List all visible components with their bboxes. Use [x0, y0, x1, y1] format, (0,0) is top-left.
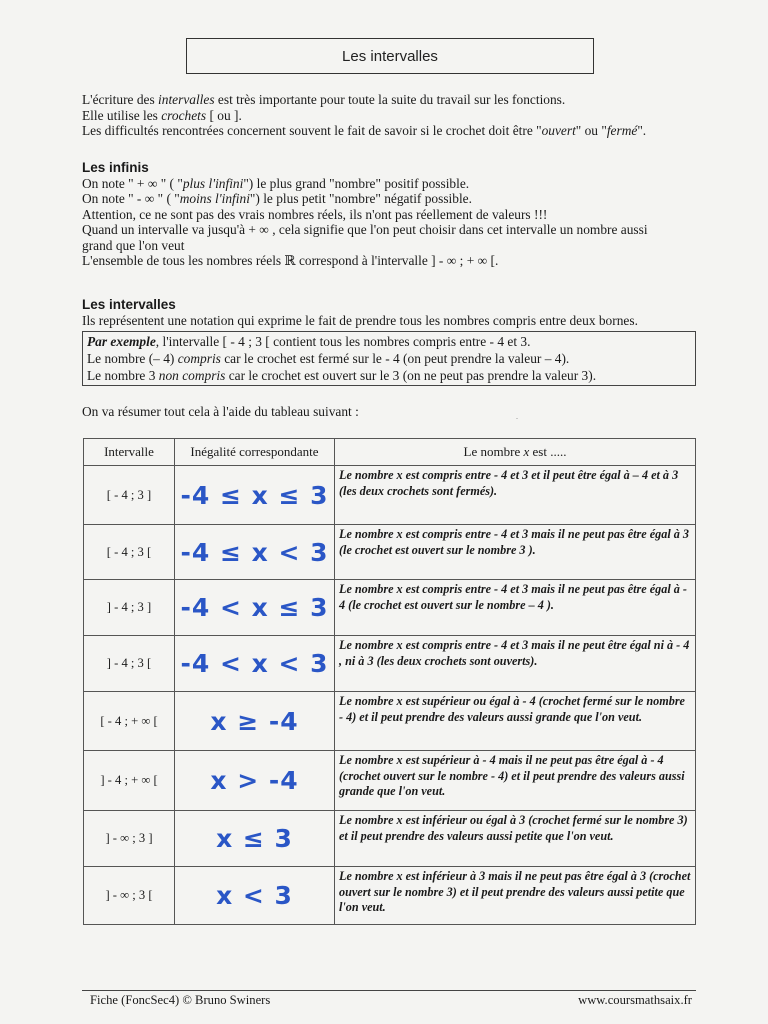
interval-cell: ] - 4 ; 3 [	[84, 636, 175, 692]
inequality-cell: x ≤ 3	[175, 811, 335, 867]
example-text: car le crochet est ouvert sur le 3 (on ne peut pas prendre la valeur 3).	[225, 368, 597, 383]
table-row	[84, 692, 696, 751]
footer-website: www.coursmathsaix.fr	[578, 993, 692, 1007]
table-row	[84, 580, 696, 636]
interval-cell: ] - 4 ; + ∞ [	[84, 751, 175, 811]
intro-line-1	[82, 92, 722, 108]
infinis-line-5: grand que l'on veut	[82, 237, 185, 253]
infinis-italic: plus l'infini	[182, 175, 244, 191]
example-text: Le nombre (– 4)	[87, 351, 178, 366]
table-row	[84, 466, 696, 525]
example-box	[82, 331, 696, 386]
inequality-cell: x < 3	[175, 867, 335, 925]
page-title-text: Les intervalles	[342, 47, 438, 65]
description-cell: Le nombre x est supérieur à - 4 mais il ne peut pas être égal à - 4 (crochet ouvert sur le nombre - 4) et il peut prendre des valeurs aussi grande que l'on veut.	[335, 751, 696, 811]
summary-intro	[82, 404, 722, 420]
page-title	[186, 38, 594, 74]
infinis-line-6: L'ensemble de tous les nombres réels ℝ correspond à l'intervalle ] - ∞ ; + ∞ [.	[82, 253, 499, 268]
intro-text: Elle utilise les	[82, 107, 162, 123]
description-cell: Le nombre x est inférieur ou égal à 3 (crochet fermé sur le nombre 3) et il peut prendre des valeurs aussi petite que l'on veut.	[335, 811, 696, 867]
intervalles-heading: Les intervalles	[82, 297, 176, 312]
infinis-text: On note " - ∞ " ( "	[82, 191, 180, 206]
inequality-cell: x ≥ -4	[175, 692, 335, 751]
infinis-heading: Les infinis	[82, 160, 149, 175]
interval-cell: [ - 4 ; + ∞ [	[84, 692, 175, 751]
inequality-cell: -4 < x < 3	[175, 636, 335, 692]
intro-text: [ ou ].	[206, 107, 242, 123]
inequality-cell: -4 ≤ x < 3	[175, 525, 335, 580]
description-cell: Le nombre x est compris entre - 4 et 3 et il peut être égal à – 4 et à 3 (les deux crochets sont fermés).	[335, 466, 696, 525]
infinis-line-2	[82, 191, 722, 207]
example-italic: non compris	[158, 368, 226, 383]
intro-text: " ou "	[575, 123, 607, 138]
scan-dot: .	[516, 412, 518, 421]
intro-line-3	[82, 123, 722, 139]
infinis-line-3: Attention, ce ne sont pas des vrais nombres réels, ils n'ont pas réellement de valeurs !!!	[82, 206, 548, 222]
table-row	[84, 636, 696, 692]
intro-italic: crochets	[161, 107, 207, 123]
example-text: , l'intervalle [ - 4 ; 3 [ contient tous les nombres compris entre - 4 et 3.	[155, 334, 531, 349]
table-row	[84, 751, 696, 811]
description-cell: Le nombre x est inférieur à 3 mais il ne peut pas être égal à 3 (crochet ouvert sur le nombre 3) et il peut prendre des valeurs aussi petite que l'on veut.	[335, 867, 696, 925]
header-text: est .....	[529, 444, 567, 459]
header-description	[335, 439, 696, 466]
intro-paragraph	[82, 92, 722, 139]
intro-line-2	[82, 108, 722, 124]
inequality-cell: -4 < x ≤ 3	[175, 580, 335, 636]
intro-text: est très importante pour toute la suite du travail sur les fonctions.	[214, 92, 566, 107]
description-cell: Le nombre x est supérieur ou égal à - 4 (crochet fermé sur le nombre - 4) et il peut prendre des valeurs aussi grande que l'on veut.	[335, 692, 696, 751]
example-line-1	[87, 333, 691, 350]
summary-intro-text: On va résumer tout cela à l'aide du tableau suivant :	[82, 404, 359, 419]
table-row	[84, 867, 696, 925]
infinis-section	[82, 160, 722, 269]
intro-italic: fermé	[606, 123, 638, 138]
intro-text: L'écriture des	[82, 92, 159, 107]
example-text: car le crochet est fermé sur le - 4 (on peut prendre la valeur – 4).	[220, 351, 570, 366]
example-text: Le nombre 3	[87, 368, 159, 383]
intro-text: ".	[637, 123, 647, 138]
intervalles-line-1: Ils représentent une notation qui exprime le fait de prendre tous les nombres compris entre deux bornes.	[82, 312, 638, 328]
intro-italic: intervalles	[158, 92, 215, 107]
header-text: Le nombre	[463, 444, 524, 459]
footer-divider	[82, 990, 696, 991]
table-row	[84, 811, 696, 867]
infinis-line-1	[82, 176, 722, 192]
description-cell: Le nombre x est compris entre - 4 et 3 mais il ne peut pas être égal à - 4 (le crochet est ouvert sur le nombre – 4 ).	[335, 580, 696, 636]
intro-text: Les difficultés rencontrées concernent souvent le fait de savoir si le crochet doit être "	[82, 123, 542, 138]
example-line-3	[87, 367, 691, 384]
inequality-cell: -4 ≤ x ≤ 3	[175, 466, 335, 525]
interval-cell: ] - ∞ ; 3 [	[84, 867, 175, 925]
interval-cell: ] - 4 ; 3 ]	[84, 580, 175, 636]
interval-cell: ] - ∞ ; 3 ]	[84, 811, 175, 867]
intro-italic: ouvert	[541, 123, 576, 138]
header-inequality: Inégalité correspondante	[175, 439, 335, 466]
infinis-text: On note " + ∞ " ( "	[82, 175, 183, 191]
infinis-line-4: Quand un intervalle va jusqu'à + ∞ , cela signifie que l'on peut choisir dans cet intervalle un nombre aussi	[82, 222, 648, 237]
infinis-italic: moins l'infini	[179, 191, 250, 206]
example-line-2	[87, 350, 691, 367]
header-x: x	[523, 444, 530, 459]
footer-credit: Fiche (FoncSec4) © Bruno Swiners	[90, 993, 271, 1007]
intervals-table	[83, 438, 696, 925]
table-header-row	[84, 439, 696, 466]
intervalles-section	[82, 297, 722, 328]
description-cell: Le nombre x est compris entre - 4 et 3 mais il ne peut pas être égal à 3 (le crochet est ouvert sur le nombre 3 ).	[335, 525, 696, 580]
interval-cell: [ - 4 ; 3 [	[84, 525, 175, 580]
inequality-cell: x > -4	[175, 751, 335, 811]
infinis-text: ") le plus petit "nombre" négatif possible.	[249, 191, 472, 206]
description-cell: Le nombre x est compris entre - 4 et 3 mais il ne peut être égal ni à - 4 , ni à 3 (les deux crochets sont ouverts).	[335, 636, 696, 692]
example-italic: compris	[177, 351, 221, 366]
table-row	[84, 525, 696, 580]
example-label: Par exemple	[87, 334, 156, 349]
infinis-text: ") le plus grand "nombre" positif possible.	[243, 175, 470, 191]
interval-cell: [ - 4 ; 3 ]	[84, 466, 175, 525]
header-interval: Intervalle	[84, 439, 175, 466]
